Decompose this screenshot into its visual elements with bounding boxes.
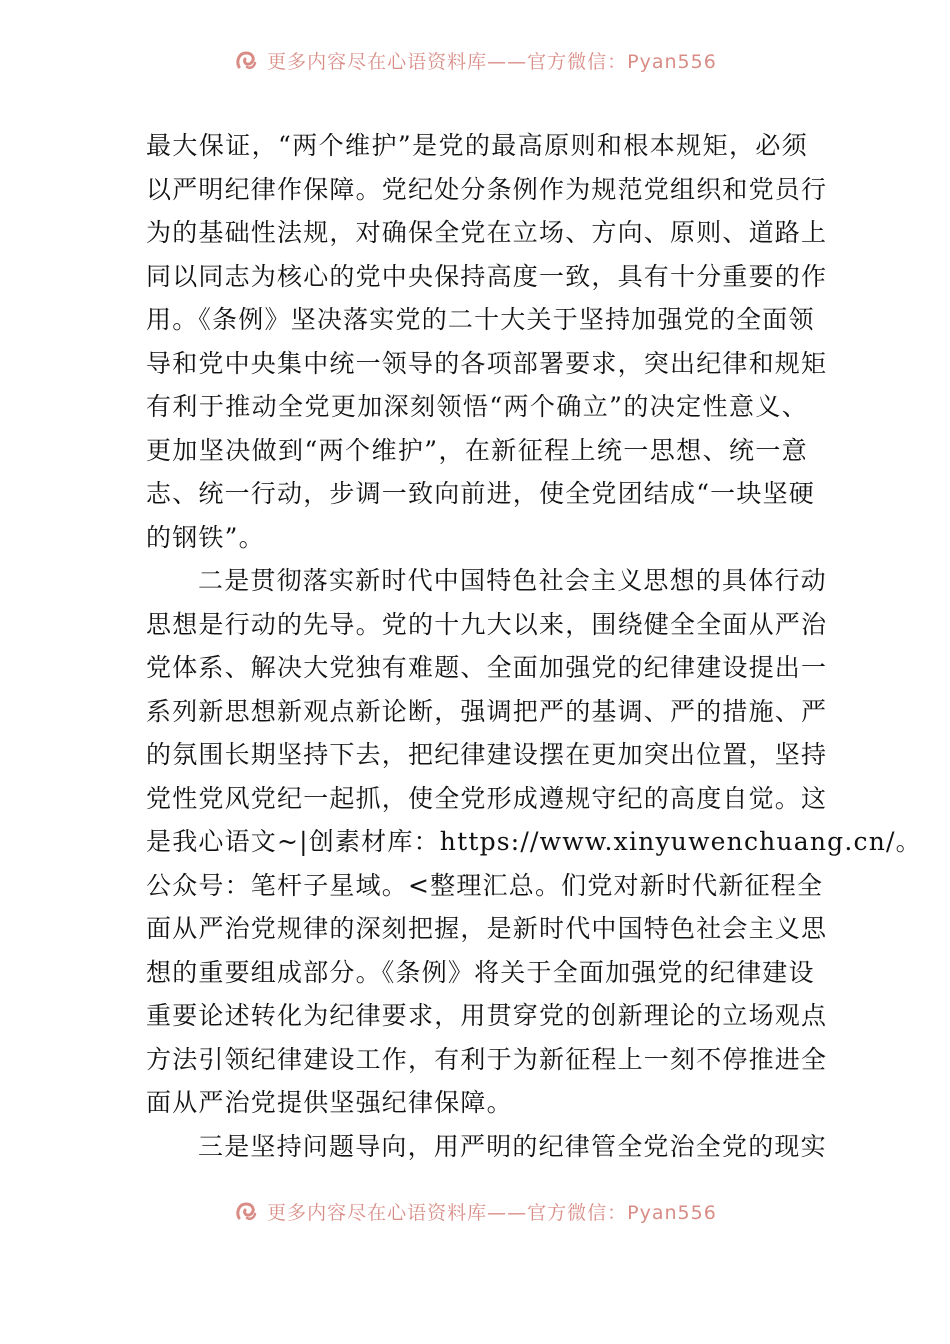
watermark-logo-icon (233, 47, 259, 73)
body-text (146, 124, 922, 1168)
text-line: 系列新思想新观点新论断，强调把严的基调、严的措施、严 (146, 696, 828, 726)
text-line: 以严明纪律作保障。党纪处分条例作为规范党组织和党员行 (146, 174, 828, 204)
text-line: 公众号：笔杆子星域。<整理汇总。们党对新时代新征程全 (146, 870, 824, 900)
watermark-text: 更多内容尽在心语资料库——官方微信：Pyan556 (267, 50, 717, 73)
text-line: 的氛围长期坚持下去，把纪律建设摆在更加突出位置，坚持 (146, 740, 828, 769)
text-line: 有利于推动全党更加深刻领悟“两个确立”的决定性意义、 (146, 392, 808, 421)
text-line: 是我心语文~|创素材库：https://www.xinyuwenchuang.cn/。 (146, 827, 922, 856)
text-line: 最大保证，“两个维护”是党的最高原则和根本规矩，必须 (146, 131, 808, 160)
text-line: 思想是行动的先导。党的十九大以来，围绕健全全面从严治 (146, 609, 828, 639)
section-heading: 二是贯彻落实新时代中国特色社会主义思想的具体行动 (198, 566, 827, 595)
watermark-text: 更多内容尽在心语资料库——官方微信：Pyan556 (267, 1201, 717, 1224)
text-line: 重要论述转化为纪律要求，用贯穿党的创新理论的立场观点 (146, 1001, 828, 1030)
text-line: 方法引领纪律建设工作，有利于为新征程上一刻不停推进全 (146, 1044, 828, 1074)
text-line: 党体系、解决大党独有难题、全面加强党的纪律建设提出一 (146, 653, 828, 682)
watermark-logo-icon (233, 1198, 259, 1224)
text-line: 想的重要组成部分。《条例》将关于全面加强党的纪律建设 (146, 957, 815, 987)
section-heading: 三是坚持问题导向，用严明的纪律管全党治全党的现实 (198, 1131, 827, 1161)
text-line: 志、统一行动，步调一致向前进，使全党团结成“一块坚硬 (146, 479, 815, 508)
text-line: 的钢铁”。 (146, 522, 265, 552)
text-line: 导和党中央集中统一领导的各项部署要求，突出纪律和规矩 (146, 348, 828, 378)
text-line: 为的基础性法规，对确保全党在立场、方向、原则、道路上 (146, 218, 828, 247)
text-line: 面从严治党规律的深刻把握，是新时代中国特色社会主义思 (146, 914, 828, 943)
header-watermark (0, 52, 950, 86)
text-line: 更加坚决做到“两个维护”，在新征程上统一思想、统一意 (146, 435, 808, 465)
footer-watermark (0, 1203, 950, 1237)
text-line: 同以同志为核心的党中央保持高度一致，具有十分重要的作 (146, 261, 828, 291)
text-line: 党性党风党纪一起抓，使全党形成遵规守纪的高度自觉。这 (146, 783, 828, 813)
text-line: 面从严治党提供坚强纪律保障。 (146, 1088, 513, 1117)
text-line: 用。《条例》坚决落实党的二十大关于坚持加强党的全面领 (146, 305, 815, 334)
